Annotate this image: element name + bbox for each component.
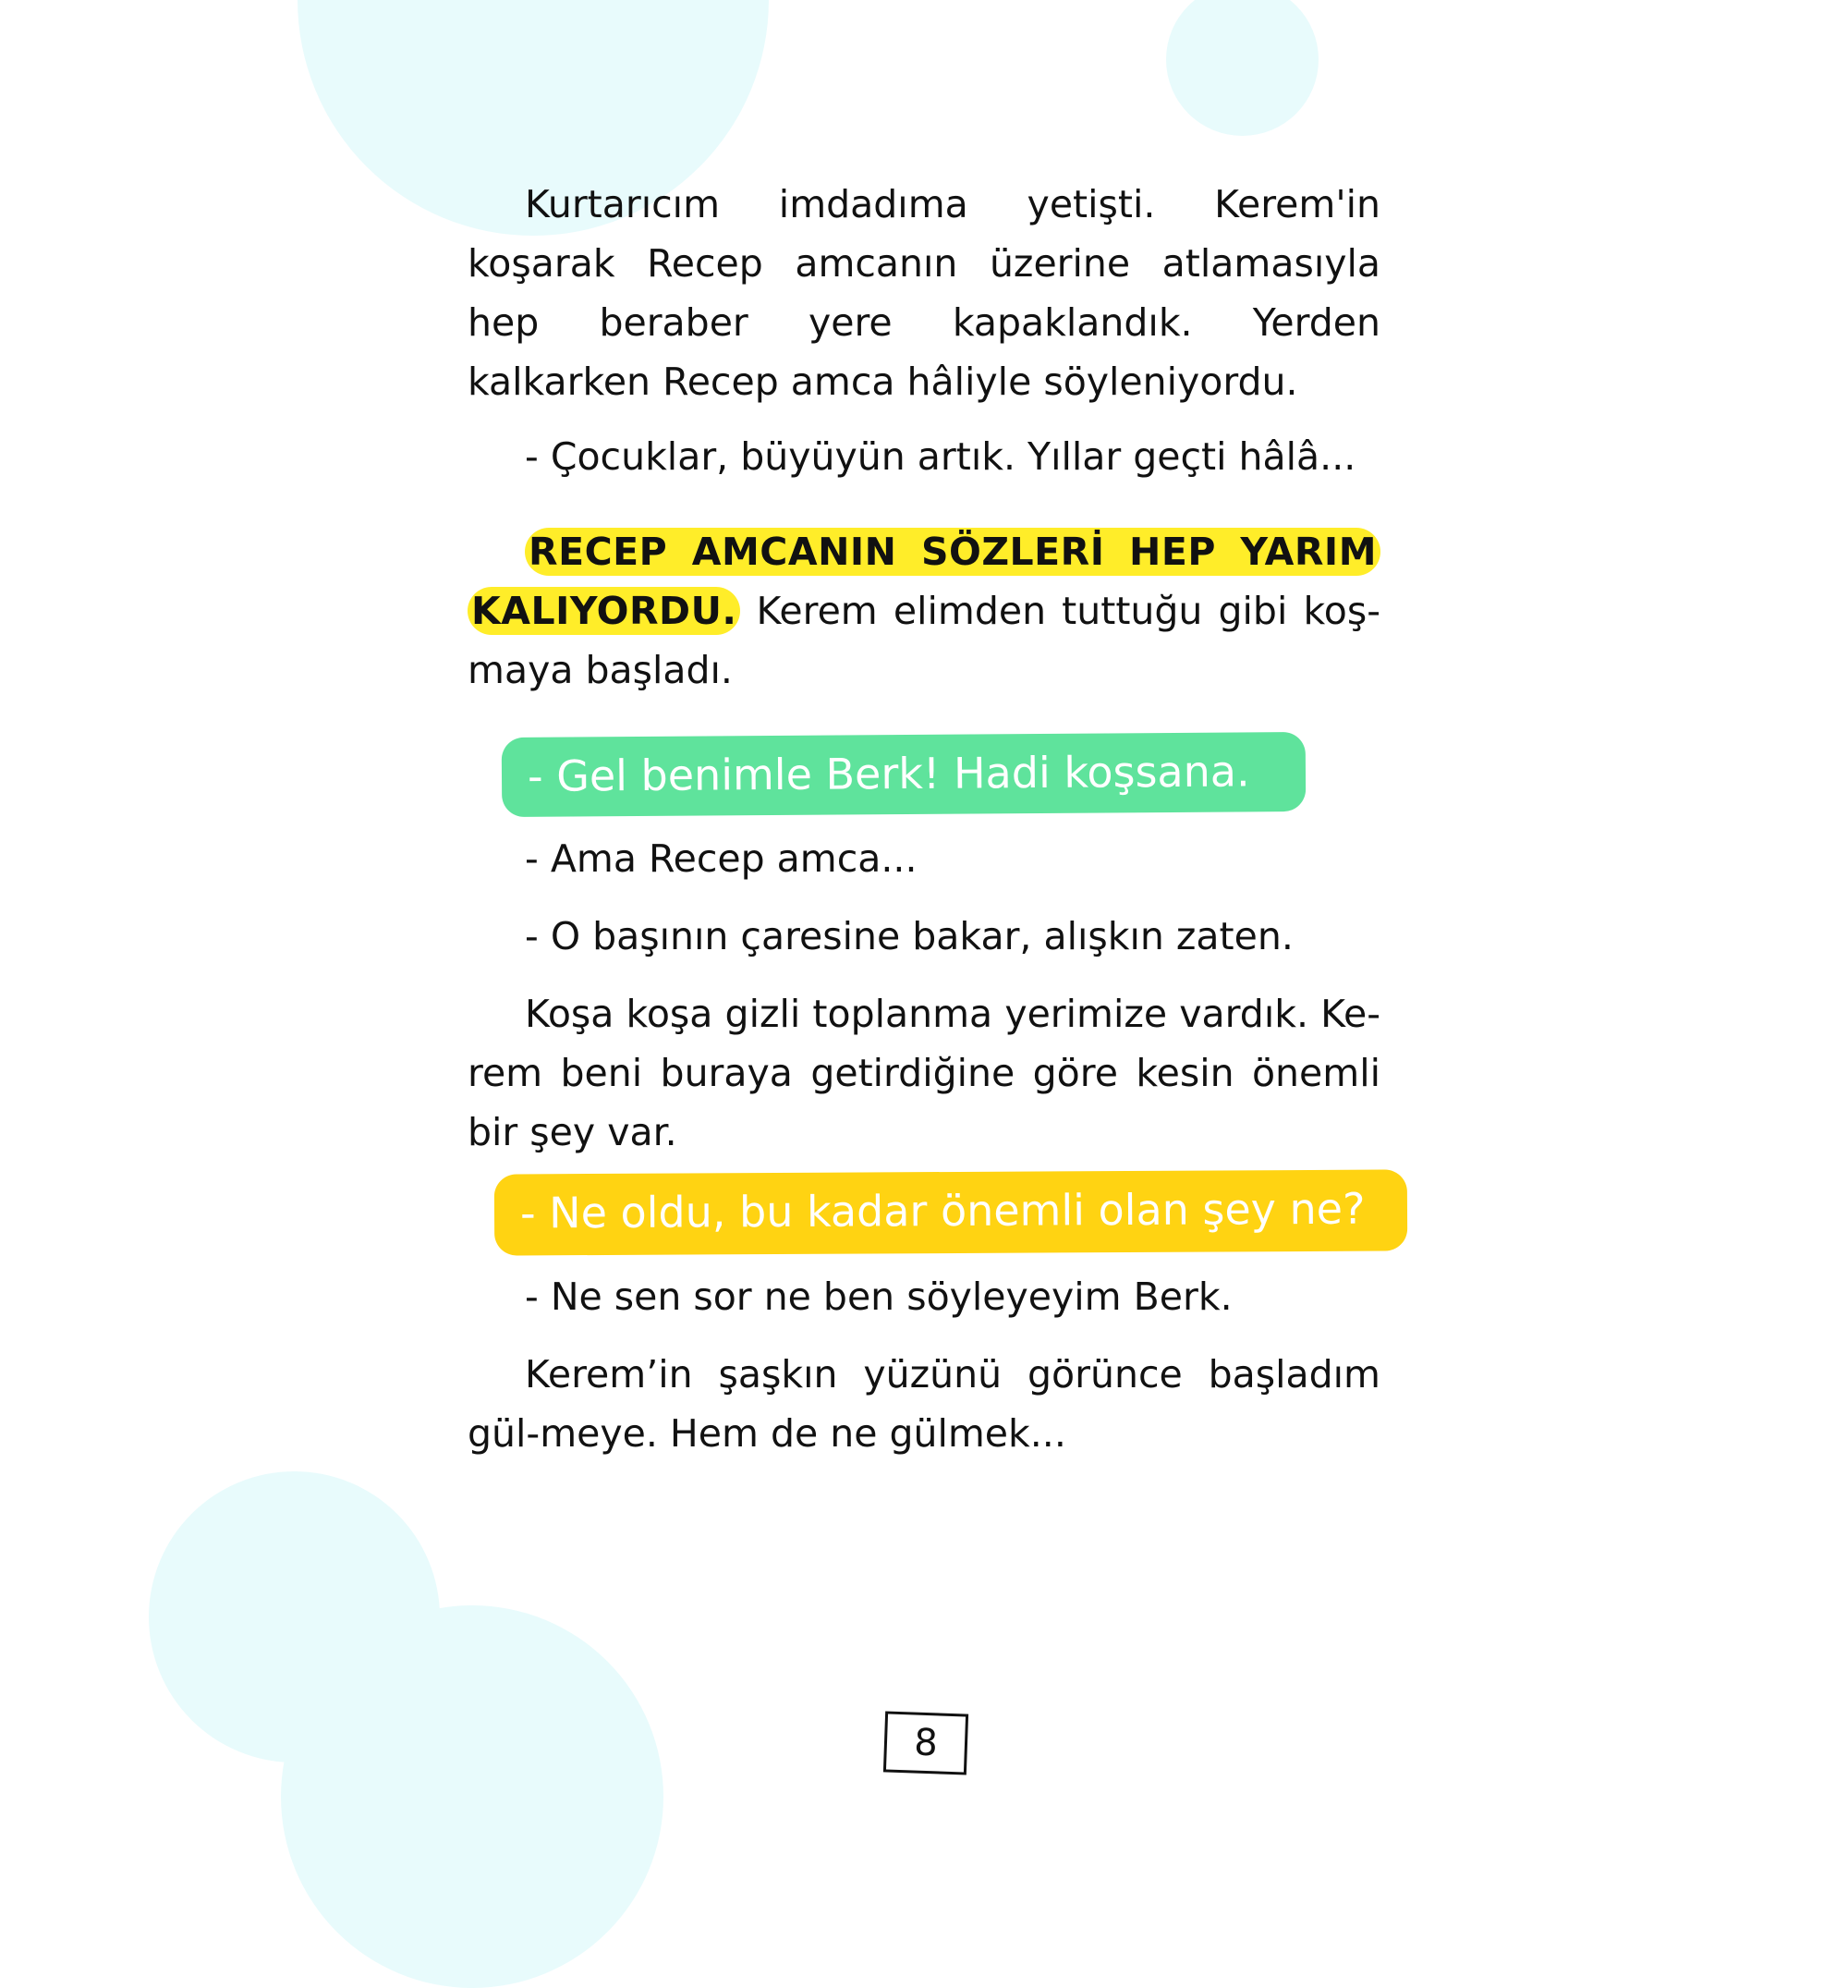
decorative-bubble [1166, 0, 1319, 136]
dialog-line: - Ama Recep amca... [525, 836, 918, 881]
paragraph: Kerem’in şaşkın yüzünü görünce başladım gül-meye. Hem de ne gülmek... [468, 1352, 1380, 1456]
page-number: 8 [883, 1711, 968, 1775]
yellow-highlighted-dialog [494, 1169, 1407, 1255]
paragraph: Kurtarıcım imdadıma yetişti. Kerem'in koşarak Recep amcanın üzerine atlamasıyla hep beraber yere kapaklandık. Yerden kalkarken Recep amca hâliyle söyleniyordu. [468, 182, 1380, 404]
dialog-line: - Ne sen sor ne ben söyleyeyim Berk. [525, 1275, 1233, 1319]
dialog-text: - Ne oldu, bu kadar önemli olan şey ne? [519, 1183, 1366, 1238]
paragraph: Koşa koşa gizli toplanma yerimize vardık. Ke-rem beni buraya getirdiğine göre kesin önemli bir şey var. [468, 992, 1380, 1154]
dialog-text: - Gel benimle Berk! Hadi koşsana. [527, 746, 1250, 801]
decorative-bubble [281, 1605, 663, 1988]
green-highlighted-dialog [502, 732, 1307, 817]
paragraph-text: Kerem elimden tuttuğu gibi koş-maya başladı. [468, 589, 1380, 692]
highlighted-sentence: RECEP AMCANIN SÖZLERİ HEP YARIM KALIYORDU. [468, 528, 1380, 635]
dialog-line: - O başının çaresine bakar, alışkın zaten. [525, 914, 1294, 958]
paragraph-with-highlight [468, 522, 1380, 700]
dialog-line: - Çocuklar, büyüyün artık. Yıllar geçti hâlâ... [525, 434, 1356, 479]
